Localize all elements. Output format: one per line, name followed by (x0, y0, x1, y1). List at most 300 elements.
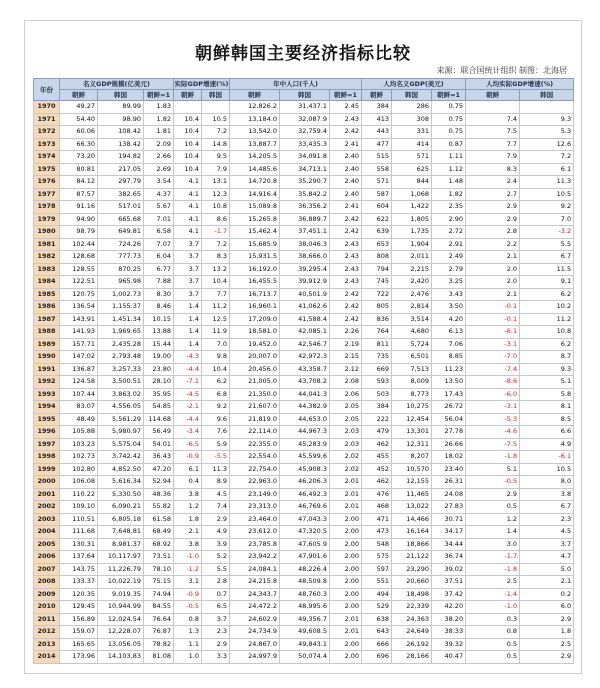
table-row (34, 526, 574, 539)
table-cell: 2.9 (466, 201, 520, 214)
table-cell: 89.99 (98, 101, 144, 114)
table-cell: 10.5 (520, 188, 574, 201)
table-cell: 6,805.18 (98, 513, 144, 526)
subheader-ratio: 朝鲜=1 (330, 90, 362, 101)
table-cell: 515 (362, 151, 392, 164)
table-cell: 0.3 (466, 613, 520, 626)
table-cell: 462 (362, 476, 392, 489)
table-cell: 12,024.54 (98, 613, 144, 626)
table-row (34, 651, 574, 664)
table-cell: 2.1 (174, 526, 202, 539)
table-cell: 2.00 (330, 651, 362, 664)
table-cell: 1.3 (174, 626, 202, 639)
table-cell: 23.80 (144, 363, 174, 376)
table-cell: 5.67 (144, 201, 174, 214)
table-cell: 45,283.9 (280, 438, 330, 451)
table-cell: 297.79 (98, 176, 144, 189)
table-cell: 31,437.1 (280, 101, 330, 114)
table-cell: -4.6 (466, 426, 520, 439)
subheader-nk: 朝鲜 (230, 90, 280, 101)
table-cell: 143.91 (60, 313, 98, 326)
table-cell: 7.7 (466, 138, 520, 151)
table-cell: 6,501 (392, 351, 432, 364)
table-cell: 6.1 (520, 163, 574, 176)
table-cell: 13,184.0 (230, 113, 280, 126)
table-cell: 2.9 (202, 638, 230, 651)
table-cell: 12,826.2 (230, 101, 280, 114)
table-cell: 5,616.34 (98, 476, 144, 489)
table-cell: 3.7 (174, 238, 202, 251)
table-cell: 9.3 (520, 113, 574, 126)
table-cell: 105.88 (60, 426, 98, 439)
table-cell: 414 (392, 138, 432, 151)
table-cell: 593 (362, 376, 392, 389)
header-real-gdp-growth: 实际GDP增速(%) (174, 80, 229, 88)
header-nominal-gdp: 名义GDP规模(亿美元) (60, 79, 174, 90)
table-cell: 13,542.0 (230, 126, 280, 139)
table-cell: -1.7 (466, 551, 520, 564)
table-cell: 12,155 (392, 476, 432, 489)
table-cell: 21,122 (392, 551, 432, 564)
table-cell: 50,074.4 (280, 651, 330, 664)
table-cell: 2.41 (330, 201, 362, 214)
table-cell: 17.43 (432, 388, 466, 401)
table-cell: 22,963.0 (230, 476, 280, 489)
table-cell: 165.65 (60, 638, 98, 651)
table-cell: 27.78 (432, 426, 466, 439)
table-cell: 7.0 (202, 338, 230, 351)
table-cell: -6.1 (466, 326, 520, 339)
table-cell: 42,085.1 (280, 326, 330, 339)
table-cell: 28,166 (392, 651, 432, 664)
table-cell: -0.1 (466, 313, 520, 326)
table-cell: 2.5 (520, 638, 574, 651)
table-cell: 3.9 (202, 538, 230, 551)
table-cell: -1.8 (466, 451, 520, 464)
table-cell: 3,863.02 (98, 388, 144, 401)
table-cell: 5,724 (392, 338, 432, 351)
table-row (34, 263, 574, 276)
table-cell: 2.26 (330, 326, 362, 339)
table-cell: 47.20 (144, 463, 174, 476)
subheader-sk: 韩国 (280, 90, 330, 101)
table-cell: 35,842.2 (280, 188, 330, 201)
table-cell: 103.23 (60, 438, 98, 451)
table-cell: 40.47 (432, 651, 466, 664)
table-cell: 10.8 (202, 201, 230, 214)
table-cell: 7.2 (202, 126, 230, 139)
table-cell: 24,602.9 (230, 613, 280, 626)
table-cell: 331 (392, 126, 432, 139)
header-real-gdp-per-capita-growth: 人均实际GDP增速(%) (466, 79, 574, 90)
table-cell: 24,472.2 (230, 601, 280, 614)
table-cell: 477 (362, 138, 392, 151)
year-cell: 1991 (34, 363, 60, 376)
table-cell: 551 (362, 576, 392, 589)
table-cell: 2.3 (202, 626, 230, 639)
table-cell: 49,843.1 (280, 638, 330, 651)
table-cell: 5,980.97 (98, 426, 144, 439)
table-cell: 46,492.3 (280, 488, 330, 501)
table-cell: 11,226.79 (98, 563, 144, 576)
table-cell: -3.1 (466, 338, 520, 351)
table-cell: 1.4 (466, 526, 520, 539)
table-cell: 39.02 (432, 563, 466, 576)
table-cell: 575 (362, 551, 392, 564)
table-cell: 2.9 (202, 513, 230, 526)
year-cell: 1982 (34, 251, 60, 264)
table-cell: 23,149.0 (230, 488, 280, 501)
table-cell: 2.08 (330, 376, 362, 389)
year-cell: 1992 (34, 376, 60, 389)
table-cell: 4.1 (174, 213, 202, 226)
table-cell: 4.20 (432, 313, 466, 326)
table-row (34, 226, 574, 239)
table-cell: 2.9 (520, 613, 574, 626)
table-cell: -8.6 (466, 376, 520, 389)
table-cell: -3.1 (466, 401, 520, 414)
table-cell: 47,043.3 (280, 513, 330, 526)
table-cell: 2.43 (330, 238, 362, 251)
table-cell: 22,554.0 (230, 451, 280, 464)
table-cell: 649.81 (98, 226, 144, 239)
table-cell: 28.10 (144, 376, 174, 389)
table-cell: 49,356.7 (280, 613, 330, 626)
table-cell: 1,805 (392, 213, 432, 226)
table-cell: 7.2 (520, 151, 574, 164)
table-cell: 1.81 (144, 126, 174, 139)
table-cell: 10.2 (520, 301, 574, 314)
table-cell: 49.27 (60, 101, 98, 114)
table-cell: 54.85 (144, 401, 174, 414)
table-cell: 43,358.7 (280, 363, 330, 376)
year-cell: 2012 (34, 626, 60, 639)
table-cell: 8,981.37 (98, 538, 144, 551)
table-cell: 43,708.2 (280, 376, 330, 389)
table-cell: 3.0 (466, 538, 520, 551)
table-cell: 194.82 (98, 151, 144, 164)
table-cell: 494 (362, 588, 392, 601)
table-cell: 15,462.4 (230, 226, 280, 239)
table-cell: 3,514 (392, 313, 432, 326)
table-cell: 2.15 (330, 351, 362, 364)
table-cell: 128.55 (60, 263, 98, 276)
table-cell: 4.7 (520, 551, 574, 564)
table-cell: 3.7 (202, 613, 230, 626)
table-cell: -0.9 (174, 451, 202, 464)
table-cell: 48.49 (60, 413, 98, 426)
table-cell: 98.79 (60, 226, 98, 239)
table-cell: 44,967.3 (280, 426, 330, 439)
table-cell: 2,420 (392, 276, 432, 289)
table-row (34, 451, 574, 464)
table-cell: 60.06 (60, 126, 98, 139)
table-cell: 2,793.48 (98, 351, 144, 364)
table-cell: 22,754.0 (230, 463, 280, 476)
table-row (34, 238, 574, 251)
table-cell: 55.82 (144, 501, 174, 514)
table-cell: 2.19 (330, 338, 362, 351)
table-cell: 4.1 (174, 176, 202, 189)
table-row (34, 126, 574, 139)
table-cell: 5.1 (520, 376, 574, 389)
table-cell: 21,607.0 (230, 401, 280, 414)
table-cell: 38.33 (432, 626, 466, 639)
table-cell: 1,155.37 (98, 301, 144, 314)
table-cell: 39,912.9 (280, 276, 330, 289)
table-cell: 6.13 (432, 326, 466, 339)
table-cell: 3,742.42 (98, 451, 144, 464)
table-cell: 173.96 (60, 651, 98, 664)
table-cell: 0.7 (202, 588, 230, 601)
table-cell: 443 (362, 126, 392, 139)
table-row (34, 201, 574, 214)
year-cell: 2002 (34, 501, 60, 514)
table-cell: 2.06 (330, 388, 362, 401)
year-cell: 1974 (34, 151, 60, 164)
year-cell: 1985 (34, 288, 60, 301)
table-cell: 2.01 (330, 501, 362, 514)
table-cell: 1.0 (174, 651, 202, 664)
table-cell: 10.4 (174, 138, 202, 151)
table-cell: 37,451.1 (280, 226, 330, 239)
table-cell: 6.7 (520, 501, 574, 514)
table-cell: 384 (362, 101, 392, 114)
year-cell: 1986 (34, 301, 60, 314)
table-cell: -5.3 (466, 413, 520, 426)
table-row (34, 488, 574, 501)
table-cell: 102.73 (60, 451, 98, 464)
table-cell: 2.43 (330, 113, 362, 126)
table-cell: 24,997.9 (230, 651, 280, 664)
table-cell: 2.42 (330, 226, 362, 239)
table-cell: 217.05 (98, 163, 144, 176)
table-cell: 5,575.04 (98, 438, 144, 451)
table-cell: 143.75 (60, 563, 98, 576)
table-cell: 147.02 (60, 351, 98, 364)
subheader-ratio: 朝鲜=1 (144, 90, 174, 101)
table-cell: 222 (362, 413, 392, 426)
table-cell: 6.6 (520, 426, 574, 439)
table-cell: 529 (362, 601, 392, 614)
table-cell: 3.1 (174, 576, 202, 589)
table-cell: 3.8 (520, 488, 574, 501)
table-row (34, 638, 574, 651)
table-cell: 14,916.4 (230, 188, 280, 201)
table-cell: 1.11 (432, 151, 466, 164)
table-cell: 46,769.6 (280, 501, 330, 514)
table-cell: 2.8 (466, 226, 520, 239)
table-cell: -6.5 (174, 438, 202, 451)
table-cell: 2.45 (330, 101, 362, 114)
table-cell: 2,215 (392, 263, 432, 276)
year-cell: 1994 (34, 401, 60, 414)
table-cell: 56.04 (432, 413, 466, 426)
table-cell: 8.85 (432, 351, 466, 364)
table-row (34, 576, 574, 589)
table-cell: 19,452.0 (230, 338, 280, 351)
table-cell: 308 (392, 113, 432, 126)
subheader-nk: 朝鲜 (466, 90, 520, 101)
table-row (34, 113, 574, 126)
table-cell: 5.5 (202, 563, 230, 576)
table-cell: 638 (362, 613, 392, 626)
table-cell: 81.08 (144, 651, 174, 664)
subheader-sk: 韩国 (202, 90, 230, 101)
table-cell: 3.8 (174, 538, 202, 551)
table-cell: 2.42 (330, 288, 362, 301)
table-cell: 111.68 (60, 526, 98, 539)
table-cell: -6.0 (466, 388, 520, 401)
table-cell: -4.5 (174, 388, 202, 401)
table-cell: 503 (362, 388, 392, 401)
table-cell: 7.2 (202, 238, 230, 251)
table-cell: 122.51 (60, 276, 98, 289)
table-cell: 37.51 (432, 576, 466, 589)
table-cell: 8.3 (466, 163, 520, 176)
table-cell: 15,265.8 (230, 213, 280, 226)
subheader-nk: 朝鲜 (362, 90, 392, 101)
table-cell: 1.8 (174, 513, 202, 526)
table-cell: 7.06 (432, 338, 466, 351)
year-cell: 1989 (34, 338, 60, 351)
table-cell: 24,215.8 (230, 576, 280, 589)
table-cell: 622 (362, 213, 392, 226)
table-cell: 4.9 (520, 438, 574, 451)
table-row (34, 301, 574, 314)
table-cell: 1.4 (174, 313, 202, 326)
table-cell: 9.5 (202, 151, 230, 164)
table-cell: 42,972.3 (280, 351, 330, 364)
table-cell: 10,944.99 (98, 601, 144, 614)
table-cell: 571 (392, 151, 432, 164)
table-cell: 15.44 (144, 338, 174, 351)
table-cell: 2.35 (432, 201, 466, 214)
table-cell: 2,435.28 (98, 338, 144, 351)
table-cell: -1.2 (174, 563, 202, 576)
table-cell: 1.2 (466, 513, 520, 526)
table-cell: 1.4 (174, 301, 202, 314)
table-row (34, 513, 574, 526)
table-cell: 0.75 (432, 126, 466, 139)
table-cell: 36,889.7 (280, 213, 330, 226)
table-cell: 11.5 (520, 263, 574, 276)
table-cell: -3.4 (174, 426, 202, 439)
table-cell: 836 (362, 313, 392, 326)
table-cell: 653 (362, 238, 392, 251)
table-cell: 2.2 (466, 238, 520, 251)
table-cell: 10,570 (392, 463, 432, 476)
table-cell: 0.5 (466, 651, 520, 664)
table-cell: 7.7 (202, 288, 230, 301)
table-cell: 14.8 (202, 138, 230, 151)
table-cell: 2.90 (432, 213, 466, 226)
year-cell: 2004 (34, 526, 60, 539)
table-cell: 8.6 (202, 213, 230, 226)
year-cell: 1990 (34, 351, 60, 364)
table-cell: 6.2 (520, 288, 574, 301)
table-cell: 604 (362, 201, 392, 214)
table-cell: -4.4 (174, 363, 202, 376)
table-cell: 2.00 (330, 526, 362, 539)
table-cell: 76.64 (144, 613, 174, 626)
table-cell: 2.3 (520, 513, 574, 526)
table-cell: 0.5 (466, 638, 520, 651)
table-row (34, 276, 574, 289)
table-cell: 54.40 (60, 113, 98, 126)
table-cell: 47,605.9 (280, 538, 330, 551)
table-cell: 106.08 (60, 476, 98, 489)
table-cell: -4.4 (174, 413, 202, 426)
table-cell: 11.3 (202, 463, 230, 476)
table-cell: 794 (362, 263, 392, 276)
table-cell: 36.74 (432, 551, 466, 564)
table-cell: 6.5 (202, 601, 230, 614)
table-cell: 133.37 (60, 576, 98, 589)
table-cell: 4.37 (144, 188, 174, 201)
table-cell: 6.04 (144, 251, 174, 264)
table-cell: 0.87 (432, 138, 466, 151)
table-cell: 5.1 (466, 463, 520, 476)
table-cell: 15,685.9 (230, 238, 280, 251)
table-cell: 8.0 (520, 476, 574, 489)
table-cell: 24,343.7 (230, 588, 280, 601)
table-cell: 7.6 (202, 426, 230, 439)
table-cell: 2.00 (330, 588, 362, 601)
year-cell: 1984 (34, 276, 60, 289)
table-cell: 2.03 (330, 438, 362, 451)
table-cell: 52.94 (144, 476, 174, 489)
table-cell: 48.36 (144, 488, 174, 501)
table-cell: 22,114.0 (230, 426, 280, 439)
year-cell: 1970 (34, 101, 60, 114)
table-cell: 32,087.9 (280, 113, 330, 126)
table-cell: 597 (362, 563, 392, 576)
year-cell: 1988 (34, 326, 60, 339)
table-cell: 777.73 (98, 251, 144, 264)
table-cell: 78.10 (144, 563, 174, 576)
table-cell: 48,226.4 (280, 563, 330, 576)
table-row (34, 176, 574, 189)
table-cell: 11.23 (432, 363, 466, 376)
table-cell: 6.8 (202, 388, 230, 401)
table-cell: 23,612.0 (230, 526, 280, 539)
table-cell: 3.3 (202, 651, 230, 664)
table-cell: 11.3 (520, 176, 574, 189)
table-cell: 23,464.0 (230, 513, 280, 526)
table-cell: 136.54 (60, 301, 98, 314)
table-cell: -1.0 (174, 551, 202, 564)
table-cell: -7.4 (466, 363, 520, 376)
table-cell: 811 (362, 338, 392, 351)
table-cell: 2.7 (466, 188, 520, 201)
table-cell: 2.00 (330, 601, 362, 614)
table-cell: 20,456.0 (230, 363, 280, 376)
table-cell (466, 101, 520, 114)
subheader-sk: 韩国 (392, 90, 432, 101)
year-cell: 2011 (34, 613, 60, 626)
table-cell: 805 (362, 301, 392, 314)
table-cell: 558 (362, 163, 392, 176)
table-cell: 15,089.8 (230, 201, 280, 214)
table-cell: 3.7 (174, 251, 202, 264)
table-cell: 2.40 (330, 151, 362, 164)
table-cell: 10.4 (174, 126, 202, 139)
table-row (34, 351, 574, 364)
table-cell: 26.31 (432, 476, 466, 489)
table-cell: 625 (392, 163, 432, 176)
table-cell: 73.51 (144, 551, 174, 564)
